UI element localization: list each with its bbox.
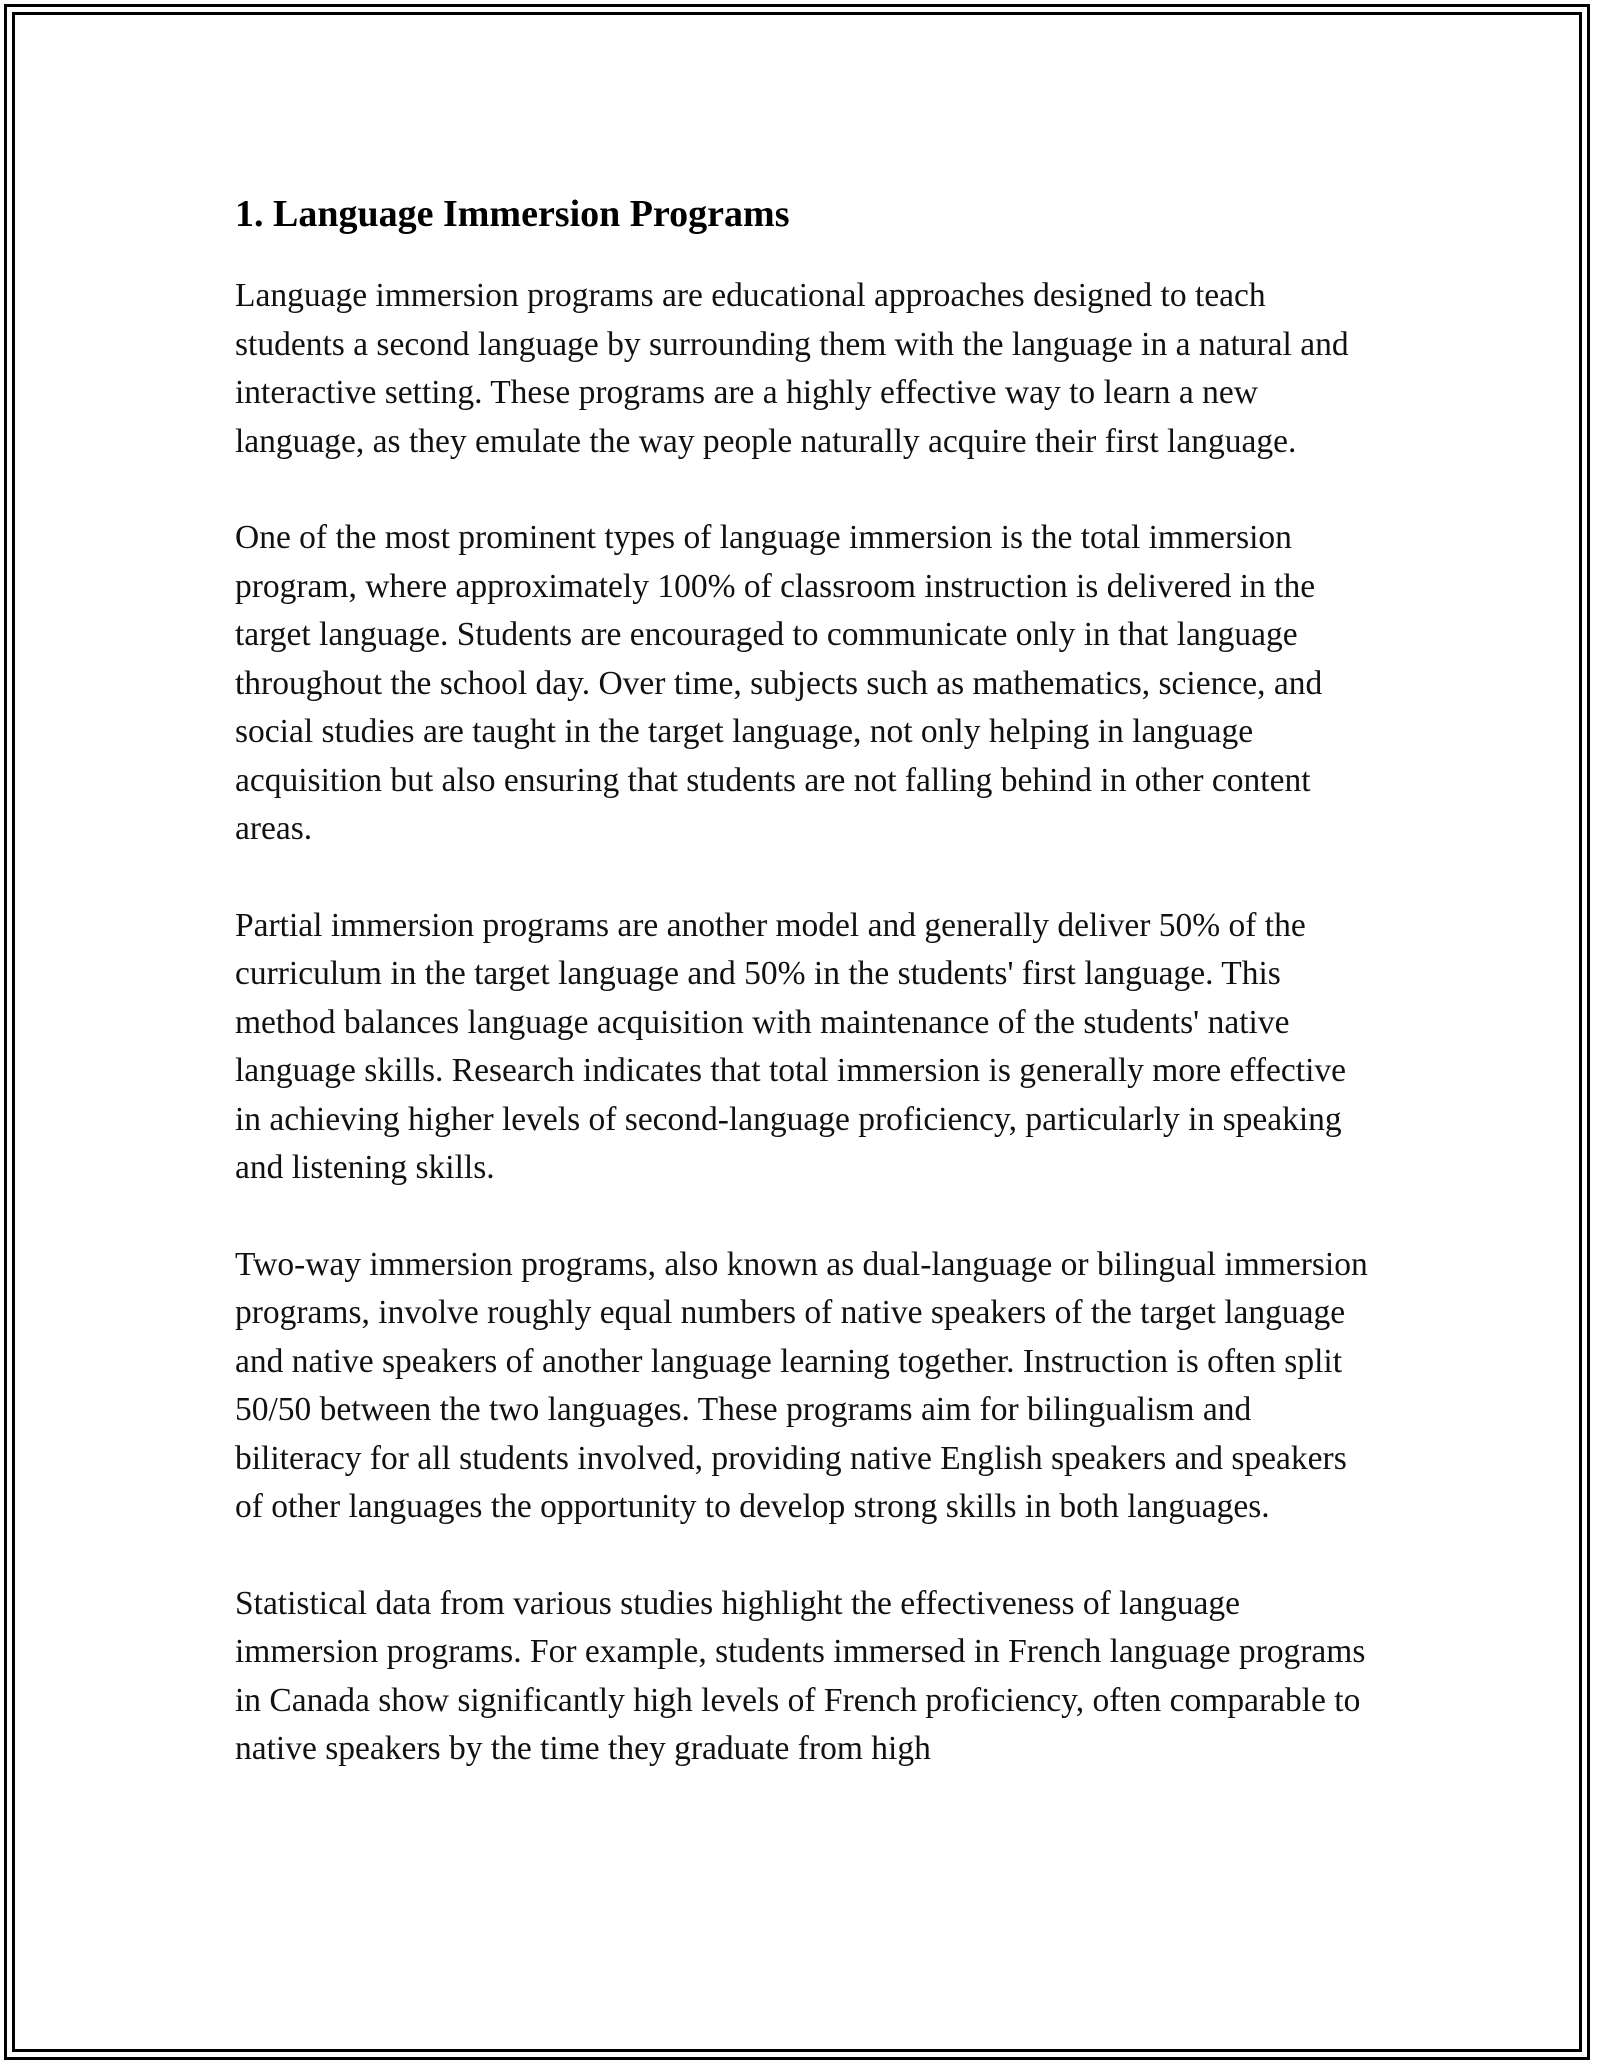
paragraph-total-immersion: One of the most prominent types of language immersion is the total immersion program, where approximately 100% of classroom instruction is delivered in the target language. Students are encouraged to communicate only in that language throughout the school day. Over time, subjects such as mathematics, science, and social studies are taught in the target language, not only helping in language acquisition but also ensuring that students are not falling behind in other content areas. <box>235 519 1323 847</box>
paragraph-intro: Language immersion programs are educational approaches designed to teach students a second language by surrounding them with the language in a natural and interactive setting. These programs are a highly effective way to learn a new language, as they emulate the way people naturally acquire their first language. <box>235 277 1349 460</box>
paragraph-partial-immersion: Partial immersion programs are another model and generally deliver 50% of the curriculum in the target language and 50% in the students' first language. This method balances language acquisition with maintenance of the students' native language skills. Research indicates that total immersion is generally more effective in achieving higher levels of second-language proficiency, particularly in speaking and listening skills. <box>235 906 1347 1186</box>
paragraph-two-way-immersion: Two-way immersion programs, also known as dual-language or bilingual immersion programs, involve roughly equal numbers of native speakers of the target language and native speakers of another language learning together. Instruction is often split 50/50 between the two languages. These programs aim for bilingualism and biliteracy for all students involved, providing native English speakers and speakers of other languages the opportunity to develop strong skills in both languages. <box>235 1245 1368 1525</box>
document-body <box>235 186 1375 1822</box>
paragraph-statistical-data: Statistical data from various studies highlight the effectiveness of language immersion programs. For example, students immersed in French language programs in Canada show significantly high levels of French proficiency, often comparable to native speakers by the time they graduate from high <box>235 1584 1366 1767</box>
section-heading: 1. Language Immersion Programs <box>235 193 790 235</box>
